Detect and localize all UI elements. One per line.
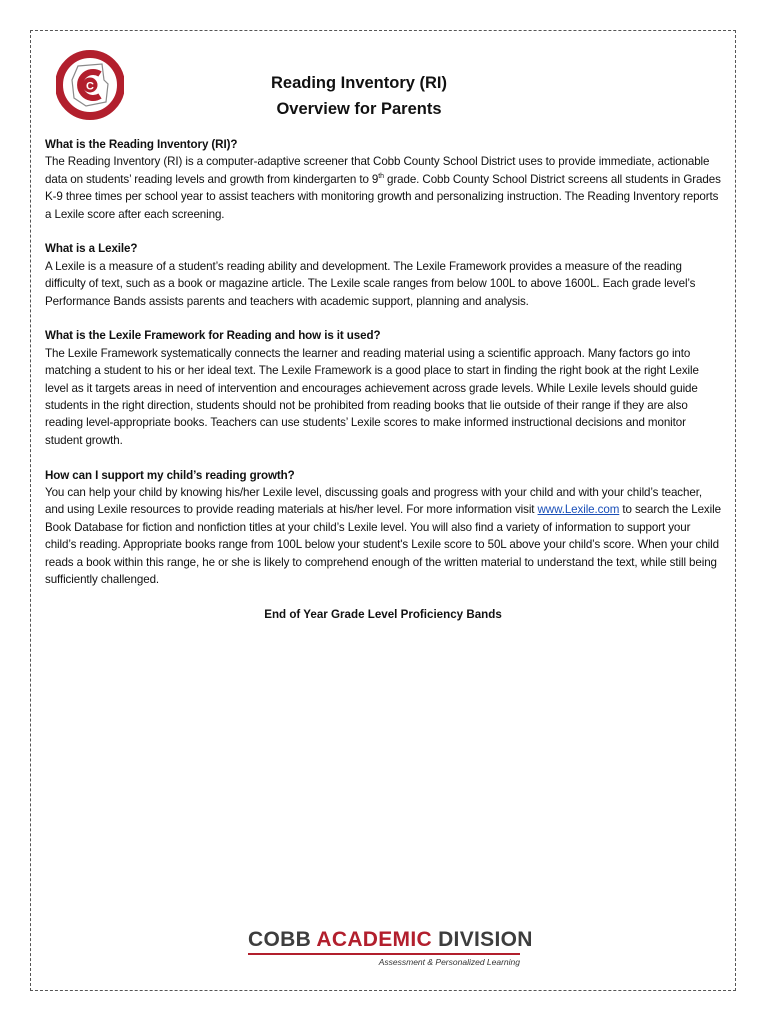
division-tagline: Assessment & Personalized Learning: [378, 957, 520, 967]
section-lexile-framework: [45, 327, 721, 449]
paragraph-text: You can help your child by knowing his/her Lexile level, discussing goals and progress with your child and with your child’s teacher, and using Lexile resources to provide reading materials at his/her level. For more information visit: [45, 486, 702, 517]
cobb-logo-icon: [56, 50, 124, 120]
section-heading: What is the Reading Inventory (RI)?: [45, 138, 238, 151]
footer-divider: [248, 953, 520, 955]
page-title: [150, 70, 568, 122]
title-line-1: Reading Inventory (RI): [270, 74, 447, 92]
division-word-division: DIVISION: [438, 928, 533, 951]
logo-letter: C: [86, 80, 94, 93]
section-support-growth: [45, 467, 721, 589]
section-paragraph: [45, 484, 721, 588]
school-district-logo: [56, 50, 124, 120]
section-what-is-lexile: [45, 240, 721, 310]
ordinal-superscript: th: [378, 172, 384, 180]
section-heading: What is the Lexile Framework for Reading and how is it used?: [45, 329, 381, 343]
title-line-2: Overview for Parents: [276, 100, 442, 118]
paragraph-text: grade. Cobb County School District screens all students in Grades K-9 three times per school year to assist teachers with monitoring growth and personalizing instruction. The Reading Inventory reports a Lexile score after each screening.: [45, 172, 721, 221]
division-name: [248, 928, 533, 952]
paragraph-text: to search the Lexile Book Database for fiction and nonfiction titles at your child’s Lexile level. You will also find a variety of information to support your child’s reading. Appropriate books range from 100L below your student's Lexile score to 50L above your child’s score. When your child reads a book within this range, he or she is likely to comprehend enough of the written material to understand the text, while still being sufficiently challenged.: [45, 503, 721, 587]
footer-branding: [248, 928, 533, 968]
division-word-cobb: COBB: [248, 928, 312, 951]
section-paragraph: A Lexile is a measure of a student’s reading ability and development. The Lexile Framework provides a measure of the reading difficulty of text, such as a book or magazine article. The Lexile scale ranges from below 100L to above 1600L. Each grade level’s Performance Bands assists parents and teachers with academic support, planning and analysis.: [45, 259, 696, 308]
section-what-is-ri: [45, 136, 721, 223]
section-heading: What is a Lexile?: [45, 242, 138, 256]
section-heading: How can I support my child’s reading growth?: [45, 468, 295, 482]
paragraph-text: The Reading Inventory (RI) is a computer-adaptive screener that Cobb County School District uses to provide immediate, actionable data on students’ reading levels and growth from kindergarten to 9: [45, 155, 710, 186]
section-paragraph: [45, 153, 721, 223]
proficiency-bands-title: End of Year Grade Level Proficiency Bands: [264, 608, 502, 621]
section-paragraph: The Lexile Framework systematically connects the learner and reading material using a scientific approach. Many factors go into matching a student to his or her ideal text. The Lexile Framework is a good place to start in finding the right book at the right Lexile level as it targets areas in need of intervention and encourages achievement across grade levels. While Lexile levels should guide students in the right direction, students should not be prohibited from reading books that lie outside of their range if they are also reading level-appropriate books. Teachers can use students’ Lexile scores to make informed instructional decisions and monitor student growth.: [45, 346, 699, 447]
document-body: [45, 136, 721, 606]
division-word-academic: ACADEMIC: [316, 928, 432, 951]
lexile-website-link[interactable]: www.Lexile.com: [537, 503, 620, 517]
